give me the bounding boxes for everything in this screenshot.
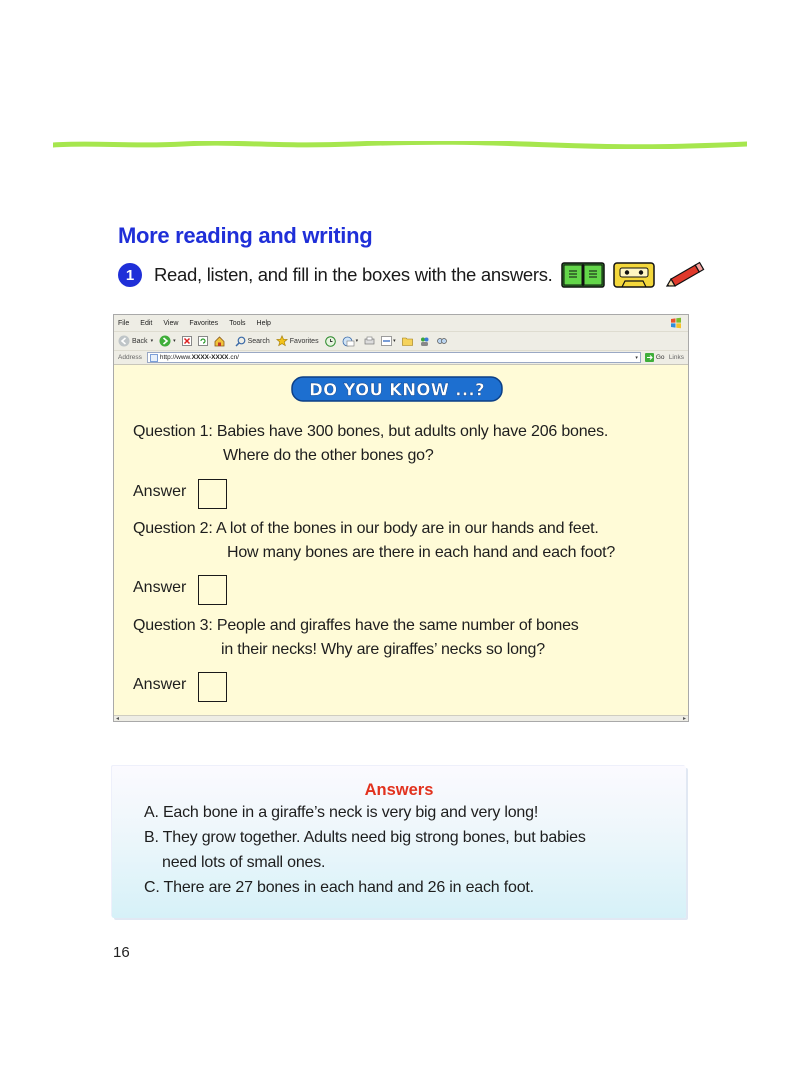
- question-2: [133, 520, 599, 538]
- answer-b-line2: need lots of small ones.: [162, 854, 326, 871]
- instruction-row: [118, 261, 709, 289]
- horizontal-scrollbar[interactable]: [114, 715, 688, 721]
- print-button[interactable]: [364, 336, 375, 346]
- question-3-line1: People and giraffes have the same number of bones: [216, 617, 579, 634]
- question-1-line1: Babies have 300 bones, but adults only have 206 bones.: [216, 423, 609, 440]
- menu-file[interactable]: File: [118, 319, 130, 327]
- question-1: [133, 423, 608, 441]
- question-1-label: Question 1:: [133, 423, 213, 440]
- browser-content: [114, 365, 688, 712]
- links-label[interactable]: Links: [668, 354, 684, 361]
- url-domain: XXXX-XXXX: [191, 354, 229, 361]
- address-dropdown-icon[interactable]: ▾: [635, 354, 638, 361]
- go-arrow-icon: [645, 353, 654, 362]
- menu-view[interactable]: View: [163, 319, 179, 327]
- do-you-know-banner: [291, 375, 503, 403]
- scroll-left-icon[interactable]: ◂: [116, 716, 120, 722]
- address-label: Address: [118, 354, 142, 361]
- question-3-line2: in their necks! Why are giraffes’ necks so long?: [221, 641, 545, 658]
- search-icon: [235, 336, 246, 347]
- page-icon: [150, 354, 158, 362]
- history-icon: [325, 336, 336, 347]
- answer-2-label: Answer: [133, 579, 187, 596]
- answer-3-box[interactable]: [198, 672, 227, 702]
- menu-help[interactable]: Help: [256, 319, 271, 327]
- menu-edit[interactable]: Edit: [140, 319, 153, 327]
- address-input[interactable]: [147, 352, 641, 363]
- history-button[interactable]: [325, 336, 336, 347]
- answers-panel: [112, 766, 686, 918]
- edit-button[interactable]: ▾: [381, 336, 396, 346]
- banner-text: DO YOU KNOW ...?: [309, 380, 485, 400]
- address-bar: [114, 351, 688, 365]
- activity-icons: [561, 261, 709, 289]
- windows-logo-icon: [670, 317, 682, 329]
- refresh-icon: [198, 336, 208, 346]
- answer-3-label: Answer: [133, 676, 187, 693]
- page-number: 16: [113, 944, 130, 961]
- section-title: More reading and writing: [118, 223, 373, 248]
- go-button[interactable]: [645, 353, 665, 362]
- research-button[interactable]: [436, 336, 447, 347]
- answers-title: Answers: [364, 781, 434, 799]
- mail-button[interactable]: ▾: [342, 336, 359, 347]
- menu-bar: [114, 315, 688, 332]
- answer-b-line1: B. They grow together. Adults need big strong bones, but babies: [144, 829, 586, 846]
- question-3-label: Question 3:: [133, 617, 213, 634]
- green-divider-line: [53, 141, 747, 149]
- open-book-icon: [561, 261, 605, 289]
- back-button[interactable]: Back ▾: [118, 335, 153, 347]
- scroll-right-icon[interactable]: ▸: [682, 716, 686, 722]
- forward-arrow-icon: [159, 335, 171, 347]
- menu-favorites[interactable]: Favorites: [189, 319, 219, 327]
- folder-button[interactable]: [402, 336, 413, 346]
- research-icon: [436, 336, 447, 347]
- search-label: Search: [247, 337, 270, 345]
- url-prefix: http://www.: [159, 354, 192, 361]
- stop-button[interactable]: [182, 336, 192, 346]
- messenger-button[interactable]: [419, 336, 430, 347]
- browser-toolbar: [114, 332, 688, 351]
- stop-icon: [182, 336, 192, 346]
- pencil-icon: [663, 261, 709, 289]
- folder-icon: [402, 336, 413, 346]
- answer-2-box[interactable]: [198, 575, 227, 605]
- go-label: Go: [655, 354, 665, 361]
- forward-button[interactable]: ▾: [159, 335, 176, 347]
- question-3: [133, 617, 579, 635]
- search-button[interactable]: [235, 336, 270, 347]
- question-1-line2: Where do the other bones go?: [223, 447, 434, 464]
- print-icon: [364, 336, 375, 346]
- edit-icon: [381, 336, 392, 346]
- answer-1-box[interactable]: [198, 479, 227, 509]
- messenger-icon: [419, 336, 430, 347]
- url-suffix: .cn/: [228, 354, 239, 361]
- question-2-label: Question 2:: [133, 520, 213, 537]
- instruction-text: Read, listen, and fill in the boxes with the answers.: [154, 264, 553, 285]
- menu-tools[interactable]: Tools: [229, 319, 246, 327]
- browser-window: [113, 314, 689, 722]
- favorites-button[interactable]: [276, 335, 319, 347]
- refresh-button[interactable]: [198, 336, 208, 346]
- exercise-number-badge: 1: [118, 263, 142, 287]
- answer-1-label: Answer: [133, 483, 187, 500]
- home-button[interactable]: [214, 336, 225, 347]
- answer-c: C. There are 27 bones in each hand and 26 in each foot.: [144, 879, 534, 896]
- favorites-label: Favorites: [289, 337, 319, 345]
- back-label: Back: [132, 337, 148, 345]
- question-2-line1: A lot of the bones in our body are in our hands and feet.: [216, 520, 599, 537]
- mail-icon: [342, 336, 355, 347]
- cassette-tape-icon: [613, 261, 655, 289]
- question-2-line2: How many bones are there in each hand and each foot?: [227, 544, 616, 561]
- back-arrow-icon: [118, 335, 130, 347]
- star-icon: [276, 335, 288, 347]
- home-icon: [214, 336, 225, 347]
- answer-a: A. Each bone in a giraffe’s neck is very big and very long!: [144, 804, 539, 821]
